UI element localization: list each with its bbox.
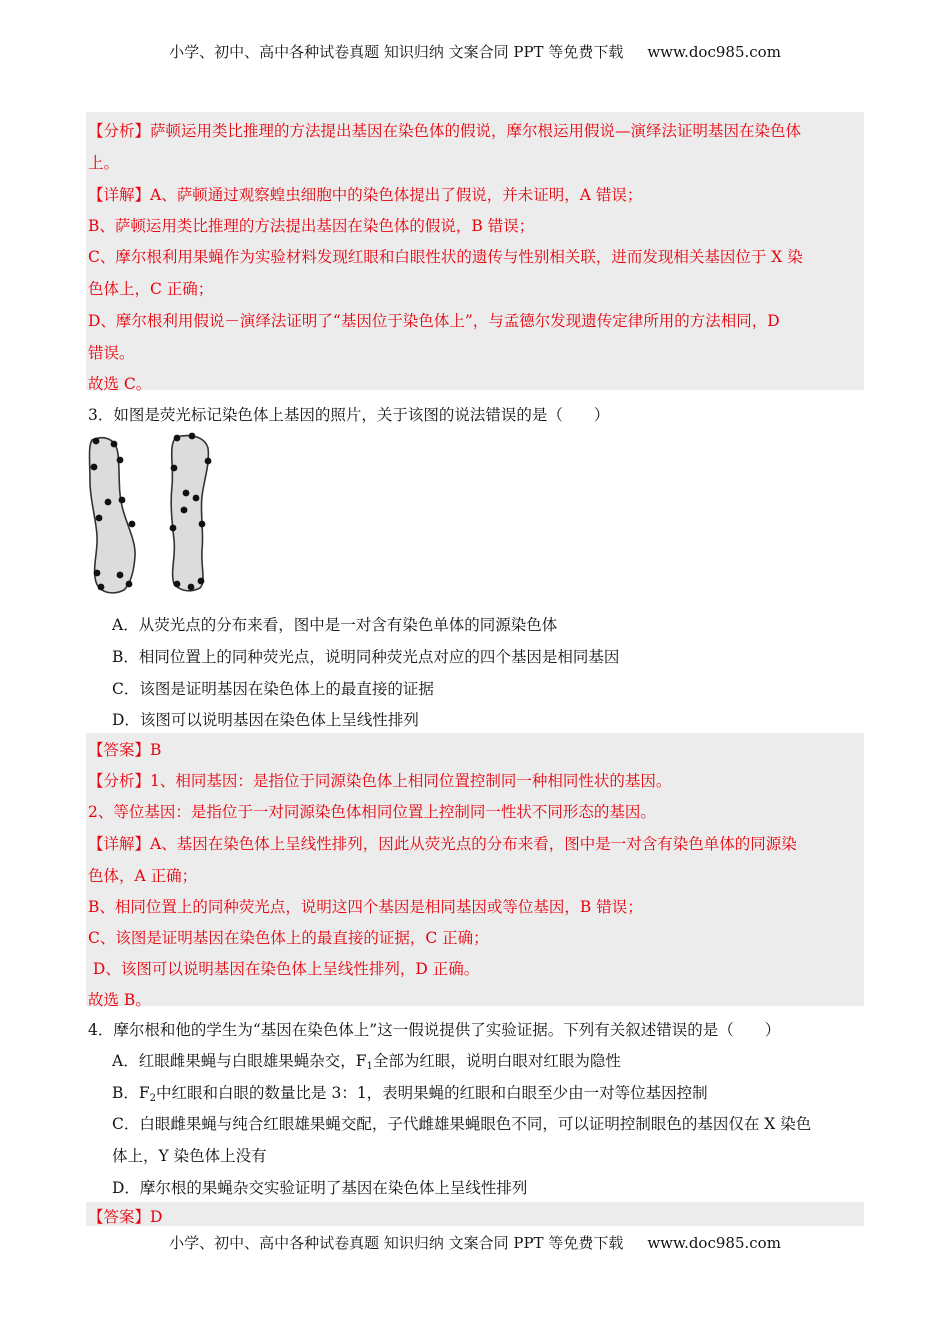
header-site: www.doc985.com bbox=[647, 43, 781, 61]
page-header bbox=[0, 41, 950, 62]
question-3-option-a: A．从荧光点的分布来看，图中是一对含有染色单体的同源染色体 bbox=[112, 616, 558, 634]
analysis-text-cont: 上。 bbox=[88, 154, 120, 172]
fluorescent-dot bbox=[119, 497, 126, 504]
question-3-option-d: D．该图可以说明基因在染色体上呈线性排列 bbox=[112, 711, 419, 729]
fluorescent-dot bbox=[181, 507, 188, 514]
header-text: 小学、初中、高中各种试卷真题 知识归纳 文案合同 PPT 等免费下载 bbox=[169, 43, 624, 61]
detail-b: B、萨顿运用类比推理的方法提出基因在染色体的假说，B 错误； bbox=[88, 217, 535, 235]
fluorescent-dot bbox=[205, 458, 212, 465]
question-4-option-c-cont: 体上，Y 染色体上没有 bbox=[112, 1147, 267, 1165]
option-a-text-cont: 全部为红眼，说明白眼对红眼为隐性 bbox=[372, 1052, 621, 1070]
fluorescent-dot bbox=[188, 584, 195, 591]
fluorescent-dot bbox=[105, 499, 112, 506]
footer-site: www.doc985.com bbox=[647, 1234, 781, 1252]
fluorescent-chromosome-figure bbox=[84, 432, 224, 600]
analysis-3-2: 2、等位基因：是指位于一对同源染色体相同位置上控制同一性状不同形态的基因。 bbox=[88, 803, 656, 821]
detail-c-cont: 色体上，C 正确； bbox=[88, 280, 214, 298]
fluorescent-dot bbox=[126, 581, 133, 588]
detail-d-cont: 错误。 bbox=[88, 344, 135, 362]
fluorescent-dot bbox=[174, 581, 181, 588]
option-b-text-cont: 中红眼和白眼的数量比是 3：1，表明果蝇的红眼和白眼至少由一对等位基因控制 bbox=[156, 1084, 708, 1102]
fluorescent-dot bbox=[111, 441, 118, 448]
fluorescent-dot bbox=[91, 464, 98, 471]
analysis-text: 【分析】萨顿运用类比推理的方法提出基因在染色体的假说，摩尔根运用假说—演绎法证明基因在染色体 bbox=[88, 122, 802, 140]
answer-3: 【答案】B bbox=[88, 741, 162, 759]
question-4-option-c: C．白眼雌果蝇与纯合红眼雄果蝇交配，子代雌雄果蝇眼色不同，可以证明控制眼色的基因仅在 X 染色 bbox=[112, 1115, 812, 1133]
fluorescent-dot bbox=[117, 572, 124, 579]
detail-a: 【详解】A、萨顿通过观察蝗虫细胞中的染色体提出了假说，并未证明，A 错误； bbox=[88, 186, 643, 204]
fluorescent-dot bbox=[174, 435, 181, 442]
chromosome-left bbox=[90, 438, 136, 593]
page-footer bbox=[0, 1232, 950, 1253]
subscript: 1 bbox=[366, 1061, 373, 1072]
option-b-text: B．F bbox=[112, 1084, 150, 1102]
fluorescent-dot bbox=[183, 490, 190, 497]
conclusion-3: 故选 B。 bbox=[88, 991, 151, 1009]
fluorescent-dot bbox=[98, 584, 105, 591]
fluorescent-dot bbox=[96, 515, 103, 522]
chromosome-right bbox=[171, 436, 208, 591]
fluorescent-dot bbox=[170, 525, 177, 532]
question-3-option-c: C．该图是证明基因在染色体上的最直接的证据 bbox=[112, 680, 434, 698]
answer-4-block bbox=[86, 1202, 864, 1226]
detail-3-a-cont: 色体，A 正确； bbox=[88, 867, 198, 885]
option-a-text: A．红眼雌果蝇与白眼雄果蝇杂交，F bbox=[112, 1052, 367, 1070]
fluorescent-dot bbox=[199, 521, 206, 528]
detail-3-d: D、该图可以说明基因在染色体上呈线性排列，D 正确。 bbox=[88, 960, 480, 978]
fluorescent-dot bbox=[117, 457, 124, 464]
question-4-stem: 4．摩尔根和他的学生为“基因在染色体上”这一假说提供了实验证据。下列有关叙述错误的是（ ） bbox=[88, 1021, 781, 1039]
fluorescent-dot bbox=[193, 495, 200, 502]
footer-text: 小学、初中、高中各种试卷真题 知识归纳 文案合同 PPT 等免费下载 bbox=[169, 1234, 624, 1252]
question-3-stem: 3．如图是荧光标记染色体上基因的照片，关于该图的说法错误的是（ ） bbox=[88, 406, 610, 424]
question-4-option-a bbox=[112, 1049, 621, 1072]
subscript: 2 bbox=[149, 1093, 157, 1104]
question-4-option-d: D．摩尔根的果蝇杂交实验证明了基因在染色体上呈线性排列 bbox=[112, 1179, 528, 1197]
analysis-3-1: 【分析】1、相同基因：是指位于同源染色体上相同位置控制同一种相同性状的基因。 bbox=[88, 772, 672, 790]
fluorescent-dot bbox=[93, 438, 100, 445]
fluorescent-dot bbox=[198, 578, 205, 585]
fluorescent-dot bbox=[94, 570, 101, 577]
detail-c: C、摩尔根利用果蝇作为实验材料发现红眼和白眼性状的遗传与性别相关联，进而发现相关基因位于 X 染 bbox=[88, 248, 803, 266]
detail-3-b: B、相同位置上的同种荧光点，说明这四个基因是相同基因或等位基因，B 错误； bbox=[88, 898, 643, 916]
conclusion: 故选 C。 bbox=[88, 375, 152, 393]
detail-3-a: 【详解】A、基因在染色体上呈线性排列，因此从荧光点的分布来看，图中是一对含有染色单体的同源染 bbox=[88, 835, 797, 853]
detail-3-c: C、该图是证明基因在染色体上的最直接的证据，C 正确； bbox=[88, 929, 489, 947]
question-4-option-b bbox=[112, 1081, 708, 1104]
question-3-option-b: B．相同位置上的同种荧光点，说明同种荧光点对应的四个基因是相同基因 bbox=[112, 648, 620, 666]
fluorescent-dot bbox=[189, 433, 196, 440]
detail-d: D、摩尔根利用假说－演绎法证明了“基因位于染色体上”，与孟德尔发现遗传定律所用的方法相同，D bbox=[88, 312, 780, 330]
answer-4: 【答案】D bbox=[88, 1208, 163, 1226]
fluorescent-dot bbox=[171, 465, 178, 472]
fluorescent-dot bbox=[129, 521, 136, 528]
